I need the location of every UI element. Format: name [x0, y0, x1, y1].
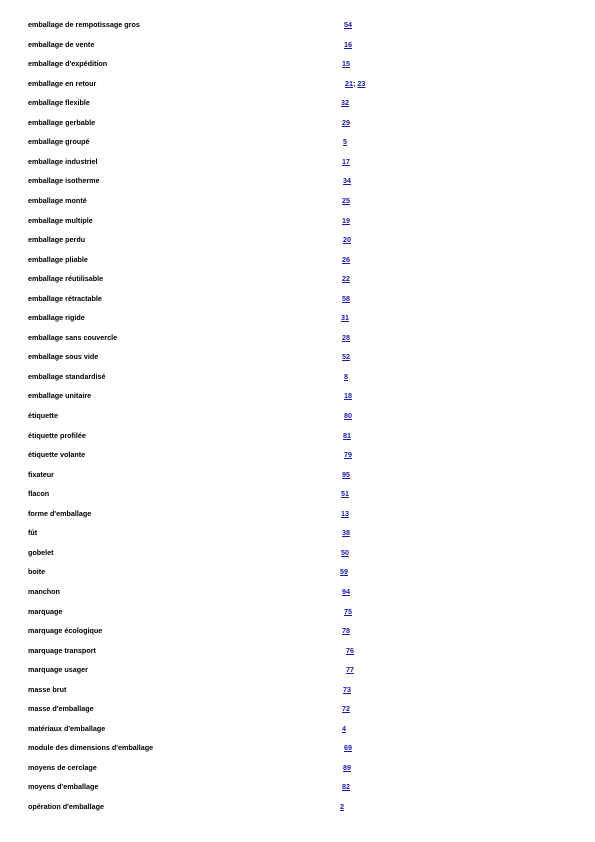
index-term: emballage monté [28, 195, 87, 205]
page-refs [343, 429, 351, 443]
index-term: manchon [28, 586, 60, 596]
index-term: emballage unitaire [28, 391, 92, 401]
page-refs [345, 77, 365, 91]
page-link[interactable]: 15 [342, 59, 350, 69]
page-refs [342, 292, 350, 306]
index-entry [0, 96, 595, 110]
page-link[interactable]: 19 [342, 215, 350, 225]
page-link[interactable]: 50 [341, 547, 349, 557]
index-entry [0, 272, 595, 286]
index-term: emballage rétractable [28, 293, 102, 303]
page-refs [344, 409, 352, 423]
index-term: emballage perdu [28, 235, 86, 245]
page-refs [344, 741, 352, 755]
page-refs [342, 780, 350, 794]
index-term: emballage flexible [28, 98, 90, 108]
page-refs [342, 585, 350, 599]
index-entry [0, 292, 595, 306]
page-link[interactable]: 52 [342, 352, 350, 362]
page-refs [341, 311, 349, 325]
index-term: emballage sans couvercle [28, 332, 118, 342]
index-term: emballage multiple [28, 215, 93, 225]
index-term: emballage d'expédition [28, 59, 108, 69]
index-entry [0, 526, 595, 540]
page-refs [341, 487, 349, 501]
page-refs [343, 174, 351, 188]
index-term: moyens de cerclage [28, 762, 97, 772]
page-link[interactable]: 22 [342, 274, 350, 284]
index-entry [0, 116, 595, 130]
page-link[interactable]: 16 [344, 39, 352, 49]
index-entry [0, 174, 595, 188]
page-refs [342, 702, 350, 716]
index-entry [0, 741, 595, 755]
page-link[interactable]: 94 [342, 586, 350, 596]
page-link[interactable]: 17 [342, 156, 350, 166]
page-link[interactable]: 18 [344, 391, 352, 401]
index-entry [0, 507, 595, 521]
index-term: emballage de vente [28, 39, 95, 49]
index-entry [0, 546, 595, 560]
page-link[interactable]: 82 [342, 782, 350, 792]
page-link[interactable]: 20 [343, 235, 351, 245]
index-term: opération d'emballage [28, 802, 104, 811]
page-link[interactable]: 76 [346, 645, 354, 655]
page-refs [344, 389, 352, 403]
page-refs [344, 605, 352, 619]
page-separator: ; [353, 78, 358, 88]
index-term: masse d'emballage [28, 704, 94, 714]
index-term: emballage standardisé [28, 371, 106, 381]
page-refs [344, 38, 352, 52]
page-link[interactable]: 25 [342, 195, 350, 205]
page-link[interactable]: 31 [341, 313, 349, 323]
page-refs [346, 663, 354, 677]
index-term: emballage de rempotissage gros [28, 20, 140, 29]
index-term: emballage pliable [28, 254, 88, 264]
index-entry [0, 135, 595, 149]
page-link[interactable]: 78 [342, 626, 350, 636]
page-refs [344, 370, 348, 384]
index-term: marquage [28, 606, 63, 616]
page-refs [341, 96, 349, 110]
page-link[interactable]: 26 [342, 254, 350, 264]
index-entry [0, 214, 595, 228]
index-entry [0, 780, 595, 794]
index-entry [0, 722, 595, 736]
index-entry [0, 702, 595, 716]
page-link[interactable]: 89 [343, 762, 351, 772]
page-link[interactable]: 34 [343, 176, 351, 186]
index-entry [0, 409, 595, 423]
page-link[interactable]: 51 [341, 489, 349, 499]
index-entry [0, 155, 595, 169]
index-entry [0, 565, 595, 579]
page-refs [342, 116, 350, 130]
index-term: emballage sous vide [28, 352, 99, 362]
page-link[interactable]: 69 [344, 743, 352, 753]
page-refs [343, 233, 351, 247]
page-refs [342, 155, 350, 169]
index-entry [0, 194, 595, 208]
page-link[interactable]: 23 [357, 78, 366, 88]
page-refs [342, 272, 350, 286]
page-link[interactable]: 95 [342, 469, 350, 479]
page-link[interactable]: 54 [344, 20, 352, 29]
page-refs [342, 468, 350, 482]
index-term: fixateur [28, 469, 54, 479]
page-link[interactable]: 75 [344, 606, 352, 616]
page-link[interactable]: 58 [342, 293, 350, 303]
index-entry [0, 38, 595, 52]
index-entry [0, 448, 595, 462]
page-link[interactable]: 73 [343, 684, 351, 694]
index-term: emballage gerbable [28, 117, 96, 127]
page-link[interactable]: 28 [342, 332, 350, 342]
page-link[interactable]: 77 [346, 665, 354, 675]
index-entry [0, 331, 595, 345]
index-term: emballage réutilisable [28, 274, 104, 284]
page-refs [344, 448, 352, 462]
index-entry [0, 663, 595, 677]
index-entry [0, 253, 595, 267]
index-term: étiquette profilée [28, 430, 86, 440]
index-entry [0, 605, 595, 619]
index-entry [0, 487, 595, 501]
page-link[interactable]: 59 [340, 567, 348, 577]
index-entry [0, 350, 595, 364]
index-term: forme d'emballage [28, 508, 92, 518]
index-entry [0, 624, 595, 638]
page-refs [342, 526, 350, 540]
index-term: emballage en retour [28, 78, 97, 88]
page-refs [343, 135, 347, 149]
page-refs [344, 18, 352, 32]
page-link[interactable]: 80 [344, 411, 352, 420]
index-entry [0, 311, 595, 325]
index-entry [0, 585, 595, 599]
index-entry [0, 468, 595, 482]
page-refs [342, 57, 350, 71]
index-entry [0, 389, 595, 403]
page-refs [343, 761, 351, 775]
index-term: boite [28, 567, 46, 577]
index-term: emballage groupé [28, 137, 90, 147]
index-entry [0, 429, 595, 443]
index-term: marquage transport [28, 645, 96, 655]
page-refs [342, 214, 350, 228]
index-entry [0, 77, 595, 91]
page-refs [343, 683, 351, 697]
page-link[interactable]: 29 [342, 117, 350, 127]
page-link[interactable]: 72 [342, 704, 350, 714]
page-refs [342, 331, 350, 345]
index-term: fût [28, 528, 38, 538]
index-term: emballage rigide [28, 313, 85, 323]
page-refs [341, 546, 349, 560]
index-entry [0, 18, 595, 32]
page-refs [342, 350, 350, 364]
page-link[interactable]: 21 [345, 78, 353, 88]
index-term: étiquette [28, 411, 58, 420]
page-refs [342, 194, 350, 208]
page-link[interactable]: 8 [344, 371, 348, 381]
index-term: masse brut [28, 684, 67, 694]
index-entry [0, 683, 595, 697]
page-refs [346, 644, 354, 658]
index-term: gobelet [28, 547, 54, 557]
index-term: module des dimensions d'emballage [28, 743, 154, 753]
index-term: matériaux d'emballage [28, 723, 106, 733]
page-link[interactable]: 5 [343, 137, 347, 147]
index-term: emballage isotherme [28, 176, 100, 186]
index-term: flacon [28, 489, 50, 499]
index-entry [0, 800, 595, 814]
page-link[interactable]: 38 [342, 528, 350, 538]
page-link[interactable]: 2 [340, 802, 344, 811]
page-refs [341, 507, 349, 521]
index-term: emballage industriel [28, 156, 98, 166]
page-link[interactable]: 81 [343, 430, 351, 440]
index-term: marquage usager [28, 665, 88, 675]
page-refs [342, 722, 346, 736]
index-entry [0, 57, 595, 71]
page-link[interactable]: 79 [344, 450, 352, 460]
page-link[interactable]: 32 [341, 98, 349, 108]
index-term: étiquette volante [28, 450, 86, 460]
page-refs [340, 565, 348, 579]
page-link[interactable]: 4 [342, 723, 346, 733]
index-entry [0, 644, 595, 658]
index-entry [0, 370, 595, 384]
index-term: moyens d'emballage [28, 782, 99, 792]
page-refs [340, 800, 344, 814]
page-refs [342, 253, 350, 267]
page-refs [342, 624, 350, 638]
index-entry [0, 761, 595, 775]
index-entry [0, 233, 595, 247]
index-term: marquage écologique [28, 626, 103, 636]
page-link[interactable]: 13 [341, 508, 349, 518]
